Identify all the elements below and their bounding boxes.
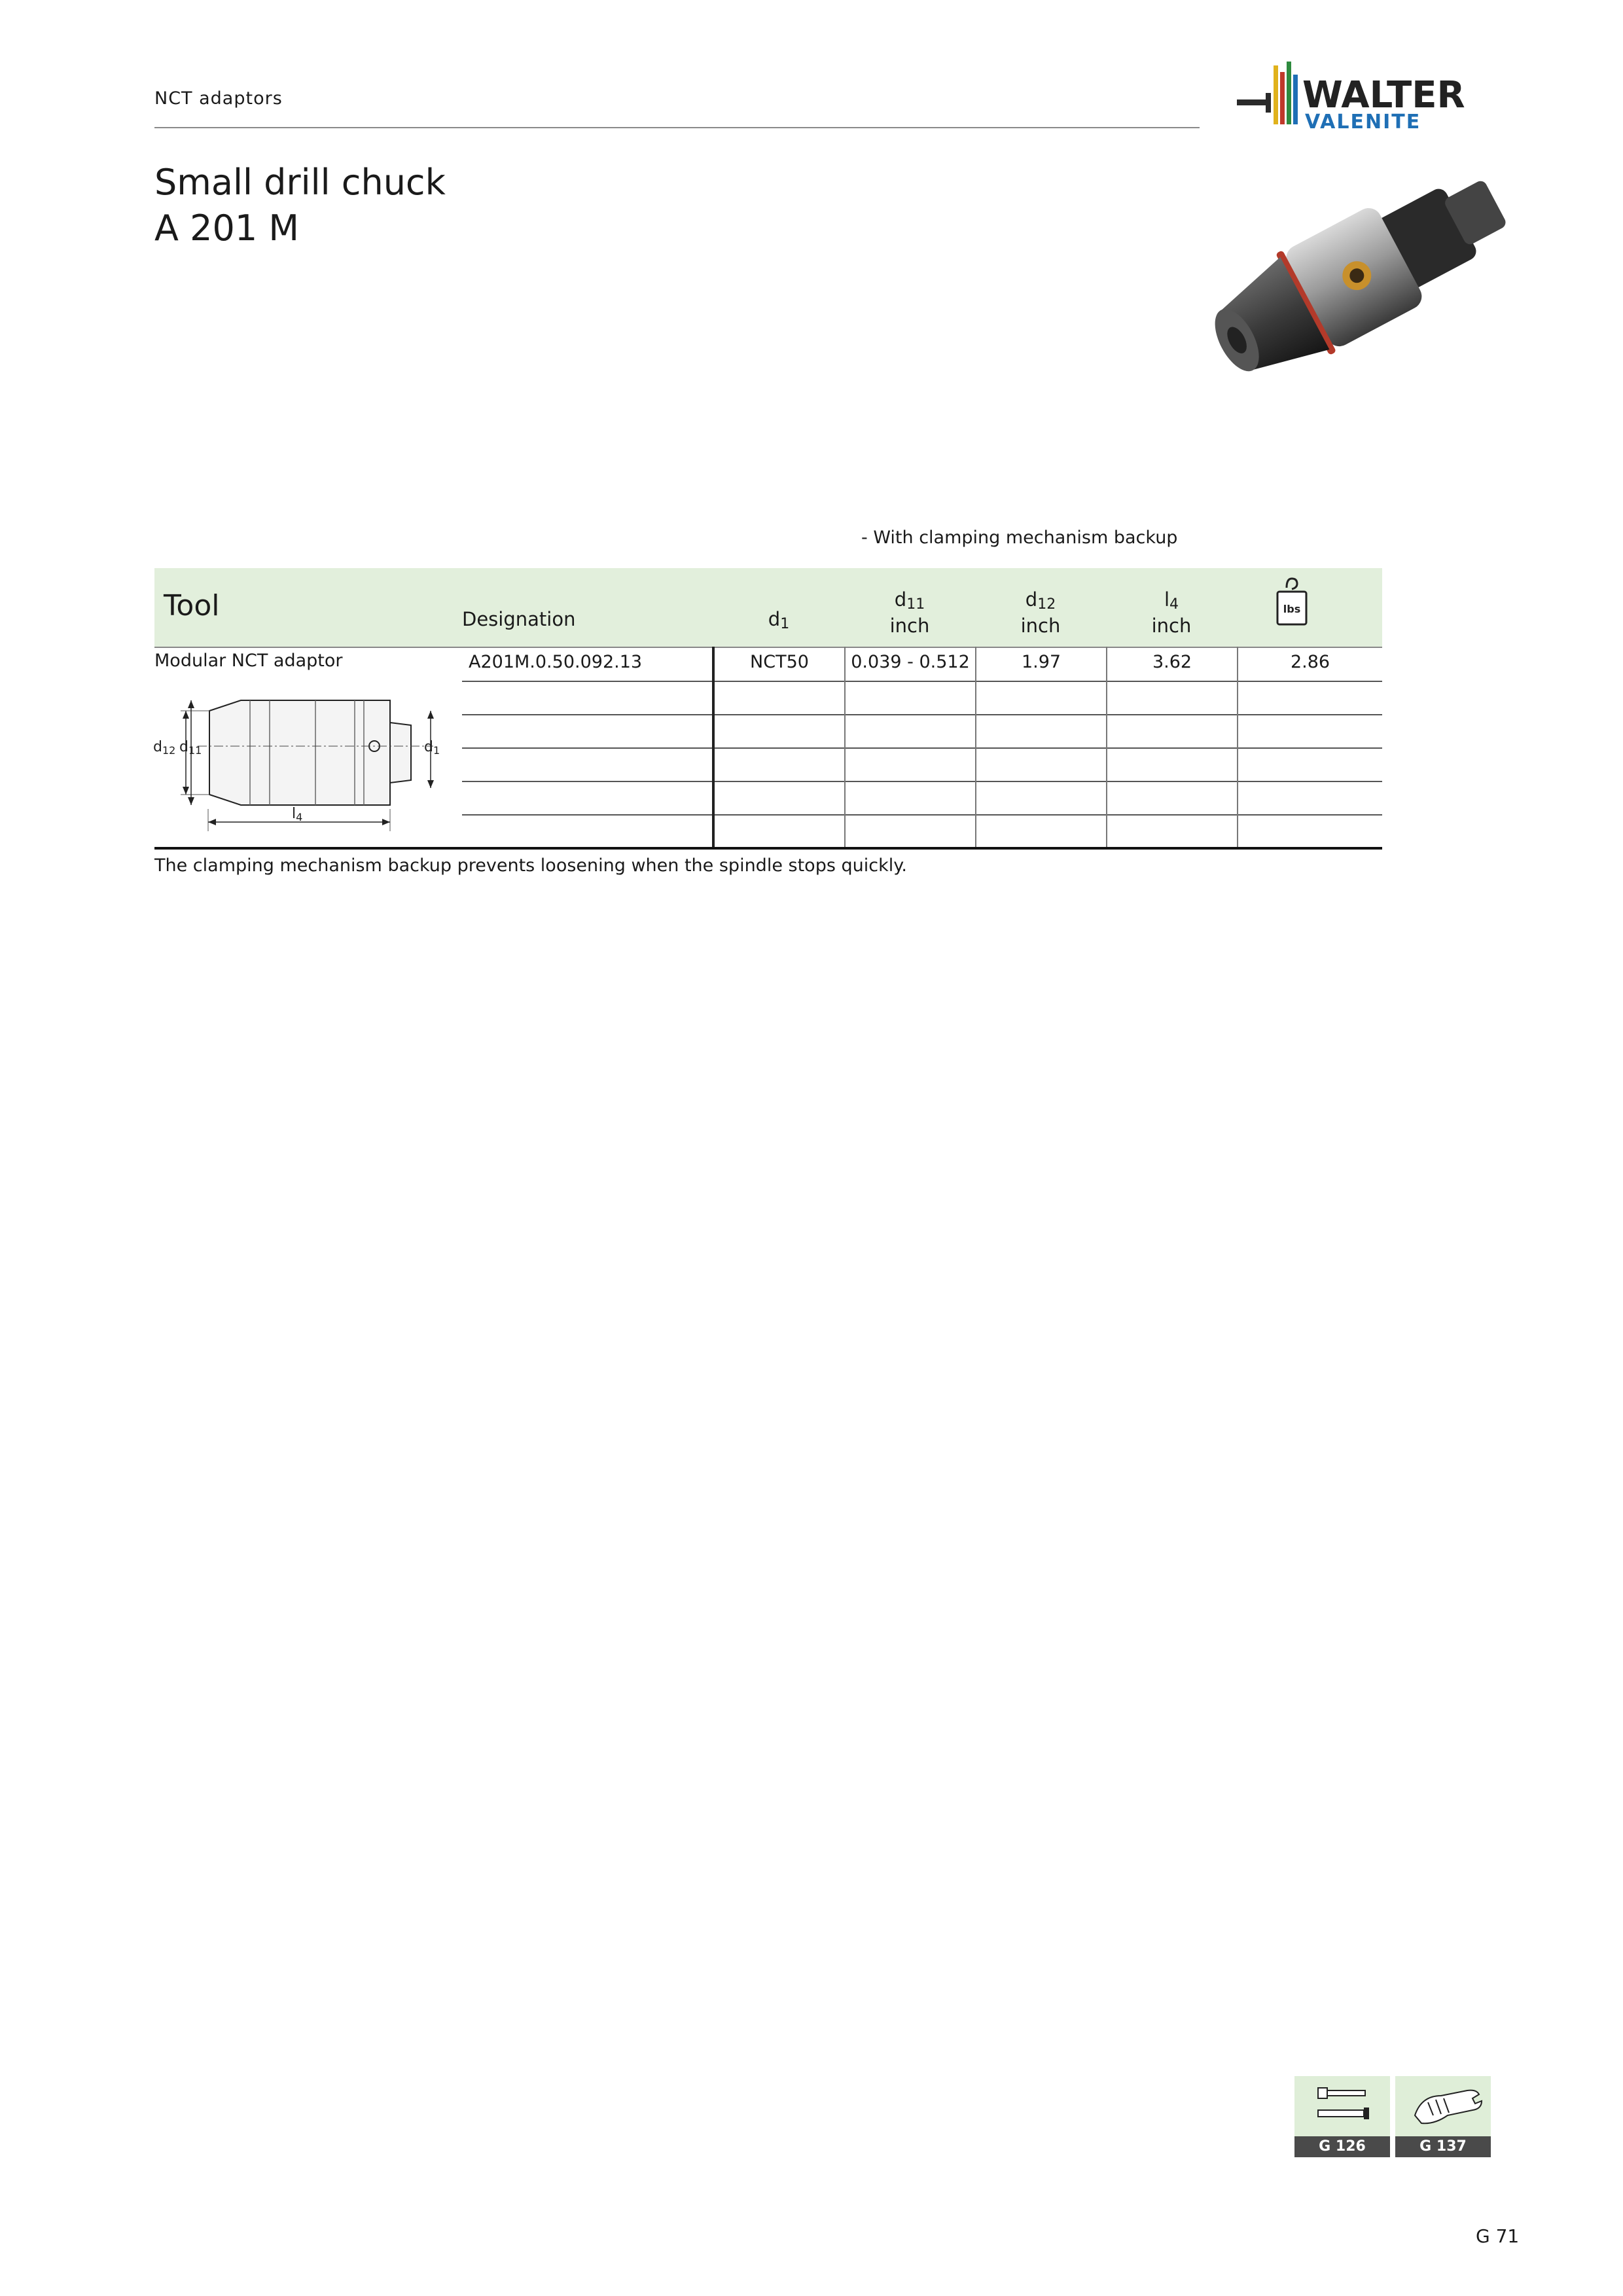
row-d1: NCT50 (750, 652, 809, 672)
page-number: G 71 (1476, 2225, 1520, 2247)
technical-drawing (152, 687, 446, 844)
row-rule-2 (462, 714, 1382, 715)
row-d11: 0.039 - 0.512 (851, 652, 970, 672)
drawing-label-d11: d11 (179, 739, 202, 757)
col-unit-l4: inch (1151, 615, 1192, 637)
col-divider-main (712, 647, 715, 847)
row-d12: 1.97 (1021, 652, 1061, 672)
col-divider-3 (975, 647, 976, 847)
footnote: The clamping mechanism backup prevents loosening when the spindle stops quickly. (154, 855, 907, 876)
logo-walter-text: WALTER (1302, 74, 1465, 117)
product-photo-drill-chuck (1183, 157, 1537, 406)
walter-valenite-logo (1237, 60, 1525, 139)
feature-note: - With clamping mechanism backup (861, 528, 1178, 548)
reference-label: G 137 (1395, 2136, 1491, 2157)
drawing-label-l4: l4 (292, 806, 303, 823)
table-bottom-rule (154, 847, 1382, 850)
logo-graphic (1237, 60, 1525, 139)
weight-icon-text: lbs (1283, 603, 1301, 615)
reference-g137[interactable] (1395, 2076, 1491, 2157)
row-tool-type: Modular NCT adaptor (154, 651, 343, 671)
col-header-d12: $d_{12}$ inch (975, 589, 1106, 636)
col-divider-5 (1237, 647, 1238, 847)
reference-label: G 126 (1294, 2136, 1390, 2157)
row-rule-1 (462, 681, 1382, 682)
title-line-1: Small drill chuck (154, 162, 446, 203)
col-header-d11: $d_{11}$ inch (844, 589, 975, 636)
section-label: NCT adaptors (154, 88, 283, 109)
drawing-label-d12: d12 (153, 739, 176, 757)
col-unit-d12: inch (1020, 615, 1061, 637)
wrench-hand-icon (1395, 2076, 1491, 2136)
col-header-l4: $l_4$ inch (1106, 589, 1237, 636)
col-header-d1: $d_1$ (768, 608, 790, 632)
reference-g126[interactable] (1294, 2076, 1390, 2157)
row-l4: 3.62 (1152, 652, 1192, 672)
col-header-designation: Designation (462, 608, 576, 630)
title-line-2: A 201 M (154, 207, 299, 249)
header-divider (154, 127, 1200, 128)
page-title (154, 160, 446, 251)
col-unit-d11: inch (889, 615, 930, 637)
drawing-label-d1: d1 (424, 739, 440, 757)
row-rule-4 (462, 781, 1382, 782)
row-rule-3 (462, 747, 1382, 749)
tool-heading: Tool (164, 589, 220, 622)
row-rule-5 (462, 814, 1382, 816)
row-designation: A201M.0.50.092.13 (469, 652, 643, 672)
screw-bolt-icon (1294, 2076, 1390, 2136)
row-weight: 2.86 (1290, 652, 1330, 672)
logo-valenite-text: VALENITE (1305, 111, 1421, 134)
weight-lbs-icon (1274, 575, 1310, 627)
header-underline (154, 647, 1382, 648)
col-divider-4 (1106, 647, 1107, 847)
col-divider-2 (844, 647, 846, 847)
